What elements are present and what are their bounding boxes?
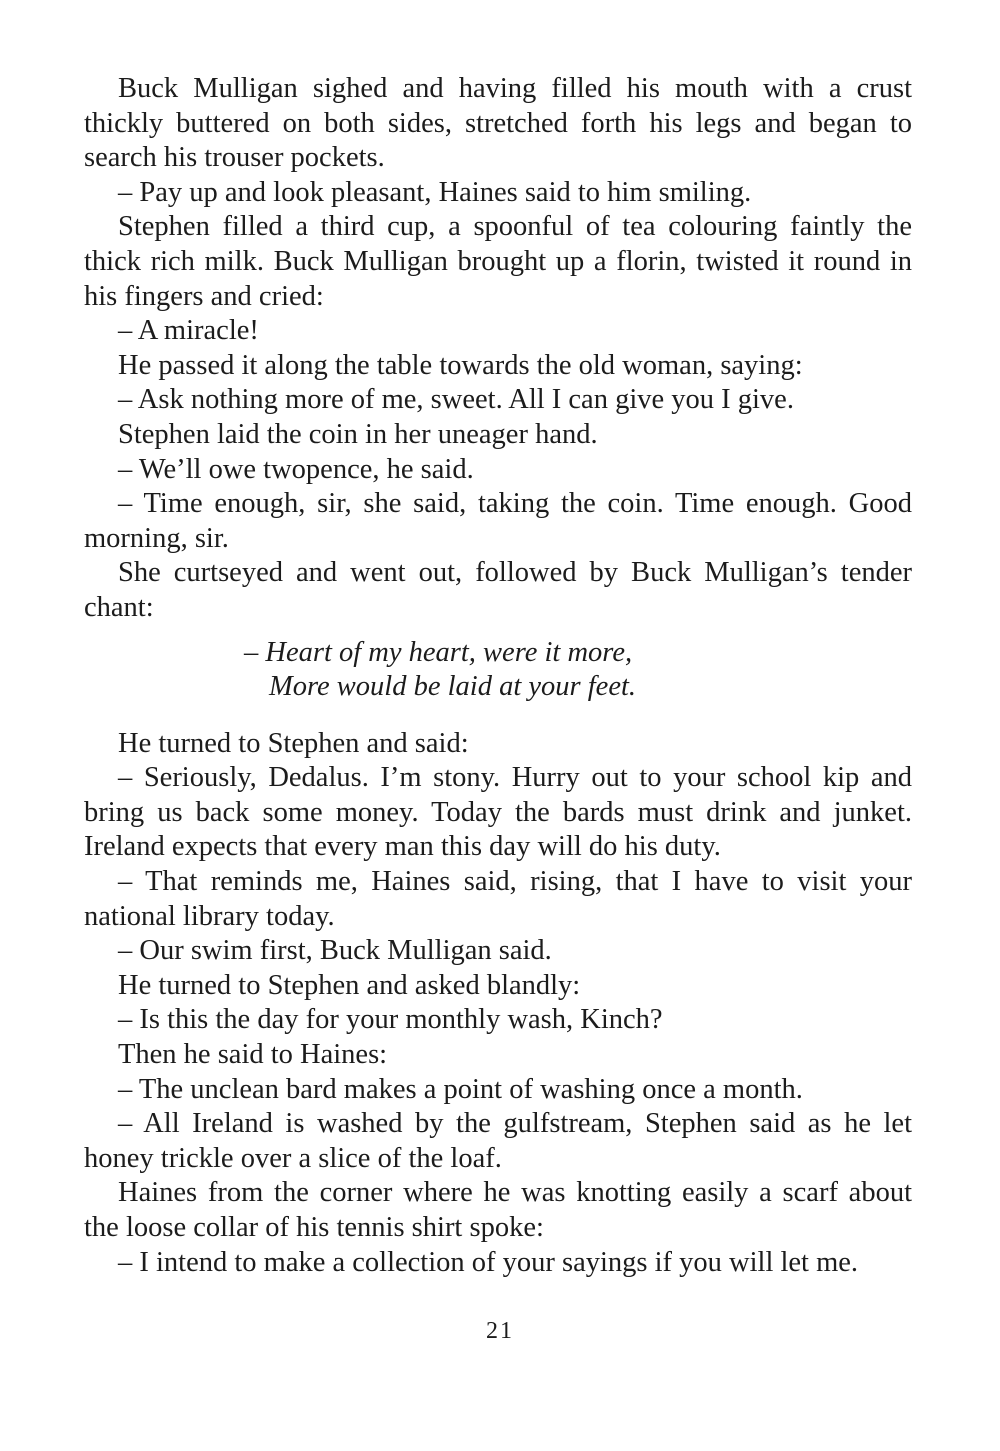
paragraph: – Time enough, sir, she said, taking the coin. Time enough. Good morning, sir. <box>84 488 912 554</box>
paragraph: – Pay up and look pleasant, Haines said to him smiling. <box>118 176 752 208</box>
paragraph: – I intend to make a collection of your sayings if you will let me. <box>118 1246 859 1278</box>
paragraph: He turned to Stephen and asked blandly: <box>118 969 581 1001</box>
paragraph: – Our swim first, Buck Mulligan said. <box>118 935 552 967</box>
paragraph: – All Ireland is washed by the gulfstream, Stephen said as he let honey trickle over a slice of the loaf. <box>84 1108 912 1174</box>
verse-quote <box>84 636 912 705</box>
page-body <box>84 72 912 1280</box>
paragraph: – Ask nothing more of me, sweet. All I can give you I give. <box>118 384 794 416</box>
paragraph: He passed it along the table towards the old woman, saying: <box>118 349 803 381</box>
paragraph: Buck Mulligan sighed and having filled his mouth with a crust thickly buttered on both sides, stretched forth his legs and began to search his trouser pockets. <box>84 73 912 174</box>
paragraph: – The unclean bard makes a point of washing once a month. <box>118 1073 803 1105</box>
paragraph: She curtseyed and went out, followed by Buck Mulligan’s tender chant: <box>84 557 912 623</box>
paragraph: – A miracle! <box>118 315 259 347</box>
paragraph: He turned to Stephen and said: <box>118 727 469 759</box>
paragraph: Then he said to Haines: <box>118 1039 388 1071</box>
paragraph: Stephen filled a third cup, a spoonful of tea colouring faintly the thick rich milk. Buck Mulligan brought up a florin, twisted it round in his fingers and cried: <box>84 211 912 312</box>
paragraph: Stephen laid the coin in her uneager hand. <box>118 418 598 450</box>
page-number: 21 <box>486 1318 514 1344</box>
paragraph: – We’ll owe twopence, he said. <box>118 453 474 485</box>
verse-line-1: – Heart of my heart, were it more, <box>244 636 633 668</box>
paragraph: – That reminds me, Haines said, rising, that I have to visit your national library today. <box>84 866 912 932</box>
paragraph: – Seriously, Dedalus. I’m stony. Hurry out to your school kip and bring us back some money. Today the bards must drink and junket. Ireland expects that every man this day will do his duty. <box>84 762 912 863</box>
paragraph: – Is this the day for your monthly wash, Kinch? <box>118 1004 663 1036</box>
paragraph: Haines from the corner where he was knotting easily a scarf about the loose collar of his tennis shirt spoke: <box>84 1177 912 1243</box>
verse-line-2: More would be laid at your feet. <box>269 671 637 703</box>
